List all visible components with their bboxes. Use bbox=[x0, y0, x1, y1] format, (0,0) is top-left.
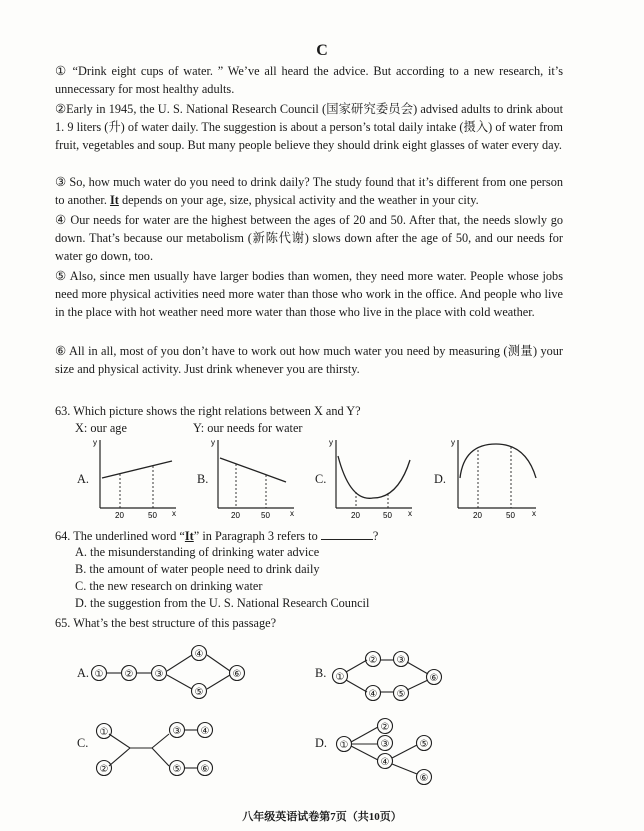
svg-text:⑤: ⑤ bbox=[396, 689, 406, 700]
svg-text:②: ② bbox=[124, 669, 134, 680]
svg-text:20: 20 bbox=[231, 511, 240, 520]
q63-x-label: X: our age bbox=[75, 421, 127, 435]
paragraph-4: ④ Our needs for water are the highest between the ages of 20 and 50. After that, the needs slowly go down. That’s because our metabolism (新陈代谢) slows down after the age of 50, and our needs for water go down, too. bbox=[55, 213, 563, 263]
axis-y-label: y bbox=[93, 438, 97, 447]
q63-option-c: C. bbox=[315, 472, 327, 486]
q63-graph-a bbox=[92, 436, 178, 522]
q63-graph-c bbox=[328, 436, 414, 522]
curve-line bbox=[460, 444, 536, 478]
svg-text:y: y bbox=[211, 438, 215, 447]
curve-line bbox=[338, 456, 410, 498]
svg-text:x: x bbox=[408, 509, 412, 518]
svg-text:④: ④ bbox=[200, 726, 210, 737]
q65-option-a: A. bbox=[77, 666, 89, 680]
q65-diagram-c bbox=[92, 720, 242, 780]
q65-option-b: B. bbox=[315, 666, 327, 680]
svg-text:20: 20 bbox=[351, 511, 360, 520]
q64-option-d: D. the suggestion from the U. S. National Research Council bbox=[75, 596, 370, 610]
q63-y-label: Y: our needs for water bbox=[193, 421, 303, 435]
svg-text:⑤: ⑤ bbox=[172, 764, 182, 775]
svg-text:①: ① bbox=[99, 727, 109, 738]
q63-option-b: B. bbox=[197, 472, 209, 486]
paragraph-5: ⑤ Also, since men usually have larger bodies than women, they need more water. People whose jobs need more physical activities need more water than those who work in the office. And people who live in the place with hot weather need more water than those who live in the place with cold weather. bbox=[55, 269, 563, 319]
svg-text:③: ③ bbox=[396, 655, 406, 666]
page-footer: 八年级英语试卷第7页（共10页） bbox=[242, 811, 402, 823]
paragraph-6: ⑥ All in all, most of you don’t have to work out how much water you need by measuring (测量) your size and physical activity. Just drink whenever you are thirsty. bbox=[55, 344, 563, 376]
svg-text:②: ② bbox=[368, 655, 378, 666]
q64-option-a: A. the misunderstanding of drinking water advice bbox=[75, 545, 320, 559]
svg-text:50: 50 bbox=[383, 511, 392, 520]
answer-blank bbox=[321, 527, 373, 540]
q65-diagram-a bbox=[90, 643, 250, 701]
svg-text:④: ④ bbox=[194, 649, 204, 660]
q65-option-d: D. bbox=[315, 736, 327, 750]
svg-text:y: y bbox=[451, 438, 455, 447]
q63-stem: 63. Which picture shows the right relations between X and Y? bbox=[55, 404, 361, 418]
svg-text:④: ④ bbox=[380, 757, 390, 768]
svg-text:⑥: ⑥ bbox=[419, 773, 429, 784]
svg-text:⑥: ⑥ bbox=[429, 673, 439, 684]
svg-text:③: ③ bbox=[380, 739, 390, 750]
curve-line bbox=[220, 458, 286, 482]
q65-diagram-d bbox=[333, 714, 443, 786]
axis-x-label: x bbox=[172, 509, 176, 518]
svg-text:y: y bbox=[329, 438, 333, 447]
svg-text:①: ① bbox=[94, 669, 104, 680]
paragraph-3: ③ So, how much water do you need to drink daily? The study found that it’s different from one person to another. It depends on your age, size, physical activity and the weather in your city. bbox=[55, 175, 563, 207]
svg-text:①: ① bbox=[339, 740, 349, 751]
paragraph-2: ②Early in 1945, the U. S. National Research Council (国家研究委员会) advised adults to drink about 1. 9 liters (升) of water daily. The suggestion is about a person’s total daily intake (摄入) of water from fruit, vegetables and soup. But many people believe they should drink eight glasses of water every day. bbox=[55, 102, 563, 152]
q63-graph-d bbox=[450, 436, 540, 522]
q64-option-c: C. the new research on drinking water bbox=[75, 579, 263, 593]
svg-text:x: x bbox=[532, 509, 536, 518]
q65-option-c: C. bbox=[77, 736, 89, 750]
section-title: C bbox=[316, 42, 328, 59]
svg-text:①: ① bbox=[335, 672, 345, 683]
svg-text:50: 50 bbox=[506, 511, 515, 520]
paragraph-1: ① “Drink eight cups of water. ” We’ve all heard the advice. But according to a new research, it’s unnecessary for most healthy adults. bbox=[55, 64, 563, 96]
svg-text:50: 50 bbox=[261, 511, 270, 520]
q65-stem: 65. What’s the best structure of this passage? bbox=[55, 616, 277, 630]
svg-text:⑤: ⑤ bbox=[419, 739, 429, 750]
svg-text:50: 50 bbox=[148, 511, 157, 520]
q64-stem: 64. The underlined word “It” in Paragraph 3 refers to ? bbox=[55, 529, 379, 543]
svg-text:20: 20 bbox=[473, 511, 482, 520]
q63-option-a: A. bbox=[77, 472, 89, 486]
svg-text:②: ② bbox=[99, 764, 109, 775]
svg-text:x: x bbox=[290, 509, 294, 518]
svg-text:⑥: ⑥ bbox=[232, 669, 242, 680]
svg-text:②: ② bbox=[380, 722, 390, 733]
svg-text:④: ④ bbox=[368, 689, 378, 700]
q64-option-b: B. the amount of water people need to drink daily bbox=[75, 562, 320, 576]
svg-text:⑥: ⑥ bbox=[200, 764, 210, 775]
svg-text:③: ③ bbox=[172, 726, 182, 737]
svg-text:⑤: ⑤ bbox=[194, 687, 204, 698]
underlined-word: It bbox=[109, 193, 119, 207]
svg-text:20: 20 bbox=[115, 511, 124, 520]
q63-graph-b bbox=[210, 436, 296, 522]
curve-line bbox=[102, 461, 172, 478]
svg-text:③: ③ bbox=[154, 669, 164, 680]
q63-option-d: D. bbox=[434, 472, 446, 486]
q65-diagram-b bbox=[330, 648, 450, 706]
